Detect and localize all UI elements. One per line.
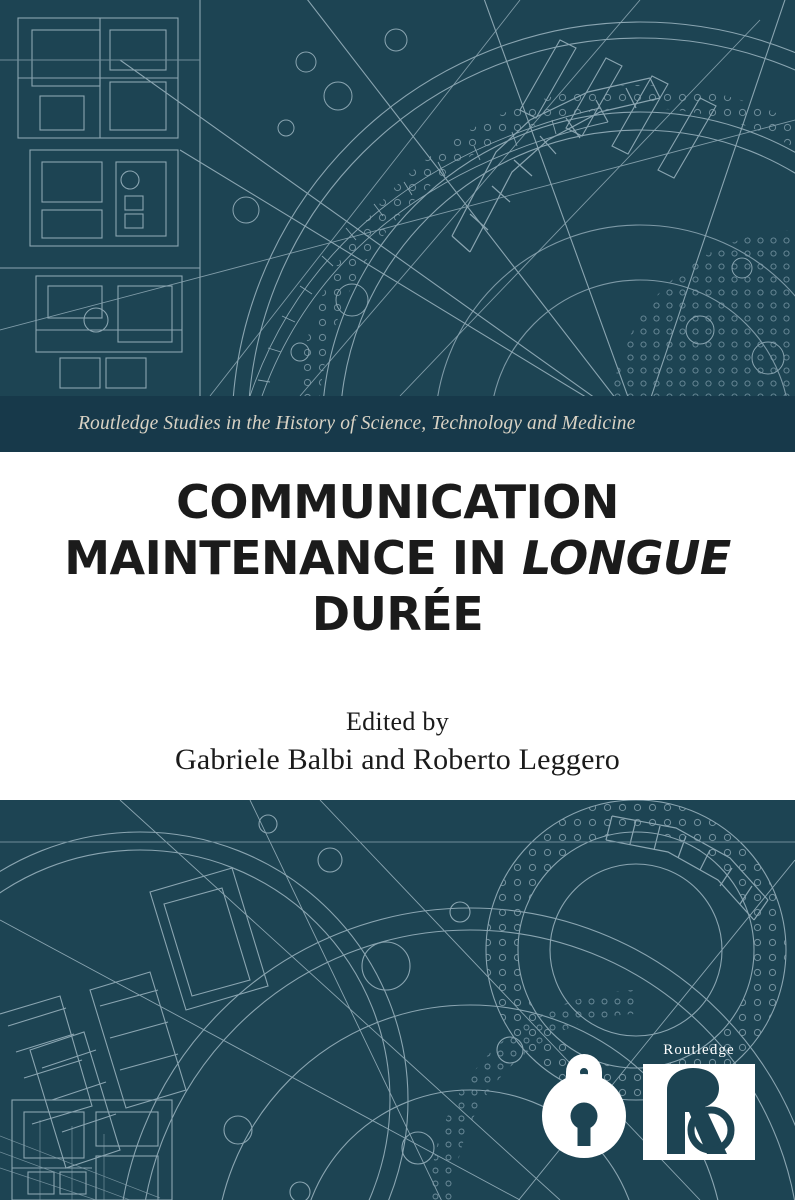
publisher-logo xyxy=(643,1034,755,1160)
byline xyxy=(0,707,795,777)
title-area xyxy=(0,452,795,800)
publisher-name: Routledge xyxy=(663,1042,735,1058)
open-access-icon xyxy=(536,1036,632,1160)
edited-by-label: Edited by xyxy=(345,707,450,736)
series-band xyxy=(0,396,795,452)
blueprint-illustration-top xyxy=(0,0,795,396)
title-line-2-italic: LONGUE xyxy=(521,531,731,586)
cover-artwork-top xyxy=(0,0,795,396)
title-line-2 xyxy=(60,530,735,586)
series-title: Routledge Studies in the History of Science, Technology and Medicine xyxy=(78,413,636,434)
title-line-3: DURÉE xyxy=(311,587,484,642)
title-line-2-plain: MAINTENANCE IN xyxy=(64,531,522,586)
title-line-1: COMMUNICATION xyxy=(176,475,619,529)
book-title xyxy=(0,474,795,642)
editor-names: Gabriele Balbi and Roberto Leggero xyxy=(175,743,620,776)
open-access-logo xyxy=(536,1036,632,1160)
